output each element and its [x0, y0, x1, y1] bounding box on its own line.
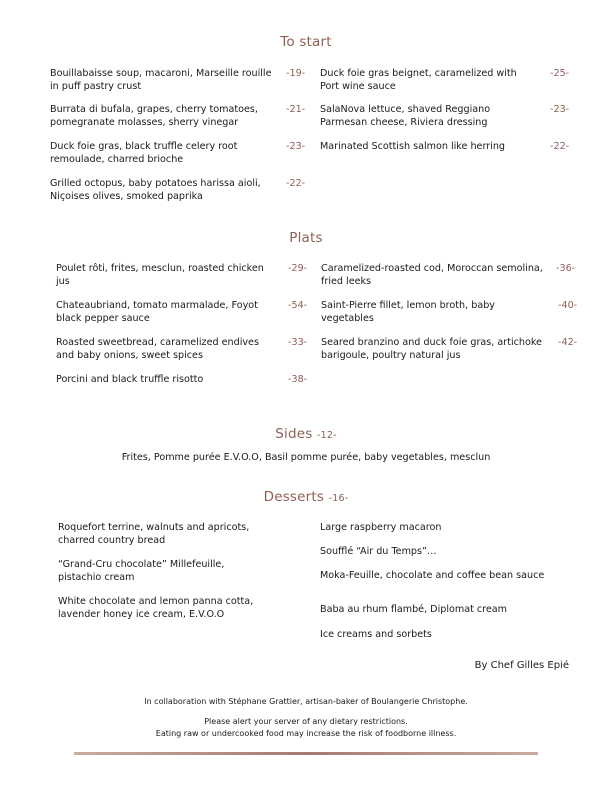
menu-item — [320, 68, 570, 93]
foodborne-notice: Eating raw or undercooked food may increase the risk of foodborne illness. — [155, 729, 457, 738]
menu-item-name: Duck foie gras, black truffle celery root remoulade, charred brioche — [50, 141, 238, 165]
menu-item — [58, 559, 268, 584]
menu-item-price: -22- — [286, 178, 306, 189]
menu-item — [58, 522, 268, 547]
desserts-title-text: Desserts — [263, 489, 325, 505]
menu-item-name: Marinated Scottish salmon like herring — [320, 141, 506, 152]
menu-item — [50, 104, 306, 129]
menu-item — [321, 337, 578, 362]
menu-item-name: Porcini and black truffle risotto — [56, 374, 204, 385]
menu-item-name: Roasted sweetbread, caramelized endives and baby onions, sweet spices — [56, 337, 259, 361]
footer-divider — [74, 752, 538, 755]
menu-item-price: -54- — [288, 300, 308, 311]
menu-item — [56, 263, 308, 288]
menu-item — [58, 596, 273, 621]
collaboration-note: In collaboration with Stéphane Grattier, artisan-baker of Boulangerie Christophe. — [144, 697, 468, 706]
desserts-price: -16- — [328, 493, 349, 504]
menu-item — [50, 178, 306, 203]
menu-item-price: -40- — [558, 300, 578, 311]
menu-item-name: Ice creams and sorbets — [320, 629, 432, 640]
menu-item-name: Duck foie gras beignet, caramelized with Port wine sauce — [320, 68, 517, 92]
to-start-title: To start — [280, 34, 332, 50]
menu-item-price: -36- — [556, 263, 576, 274]
menu-item-name: Large raspberry macaron — [320, 522, 442, 533]
menu-item-name: Burrata di bufala, grapes, cherry tomatoes, pomegranate molasses, sherry vinegar — [50, 104, 258, 128]
menu-item-price: -19- — [286, 68, 306, 79]
menu-item-name: Bouillabaisse soup, macaroni, Marseille rouille in puff pastry crust — [50, 68, 272, 92]
sides-title — [0, 426, 612, 442]
menu-item — [56, 374, 308, 387]
menu-item-name: Saint-Pierre fillet, lemon broth, baby vegetables — [321, 300, 495, 324]
menu-item-price: -23- — [286, 141, 306, 152]
menu-item — [320, 546, 540, 559]
menu-item-price: -21- — [286, 104, 306, 115]
menu-item-name: SalaNova lettuce, shaved Reggiano Parmesan cheese, Riviera dressing — [320, 104, 491, 128]
menu-item — [56, 300, 308, 325]
menu-item — [321, 263, 576, 288]
menu-item — [56, 337, 308, 362]
dietary-notice: Please alert your server of any dietary restrictions. — [204, 717, 408, 726]
menu-item-price: -42- — [558, 337, 578, 348]
menu-item — [320, 604, 545, 617]
menu-item-name: Roquefort terrine, walnuts and apricots, charred country bread — [58, 522, 250, 546]
menu-item-price: -25- — [550, 68, 570, 79]
menu-item-name: Poulet rôti, frites, mesclun, roasted chicken jus — [56, 263, 264, 287]
plats-title: Plats — [289, 230, 323, 246]
menu-item — [50, 141, 306, 166]
menu-item-price: -38- — [288, 374, 308, 385]
menu-item-name: Seared branzino and duck foie gras, artichoke barigoule, poultry natural jus — [321, 337, 542, 361]
sides-price: -12- — [316, 430, 337, 441]
menu-item-price: -23- — [550, 104, 570, 115]
menu-item — [320, 141, 570, 154]
menu-item-name: Soufflé “Air du Temps”… — [320, 546, 437, 557]
menu-item-name: “Grand-Cru chocolate” Millefeuille, pistachio cream — [58, 559, 225, 583]
chef-credit: By Chef Gilles Epié — [474, 660, 569, 671]
menu-item — [320, 570, 545, 583]
menu-item — [320, 522, 540, 535]
desserts-title — [0, 489, 612, 505]
sides-title-text: Sides — [275, 426, 313, 442]
menu-item-name: White chocolate and lemon panna cotta, lavender honey ice cream, E.V.O.O — [58, 596, 254, 620]
menu-item — [320, 104, 570, 129]
menu-item-price: -29- — [288, 263, 308, 274]
menu-item-price: -22- — [550, 141, 570, 152]
menu-item — [320, 629, 545, 642]
menu-item-price: -33- — [288, 337, 308, 348]
menu-item-name: Caramelized-roasted cod, Moroccan semolina, fried leeks — [321, 263, 543, 287]
menu-item-name: Chateaubriand, tomato marmalade, Foyot black pepper sauce — [56, 300, 258, 324]
sides-list: Frites, Pomme purée E.V.O.O, Basil pomme purée, baby vegetables, mesclun — [121, 452, 491, 463]
menu-item — [50, 68, 306, 93]
menu-item-name: Moka-Feuille, chocolate and coffee bean sauce — [320, 570, 545, 581]
menu-item-name: Baba au rhum flambé, Diplomat cream — [320, 604, 508, 615]
menu-item — [321, 300, 578, 325]
menu-item-name: Grilled octopus, baby potatoes harissa aioli, Niçoises olives, smoked paprika — [50, 178, 261, 202]
